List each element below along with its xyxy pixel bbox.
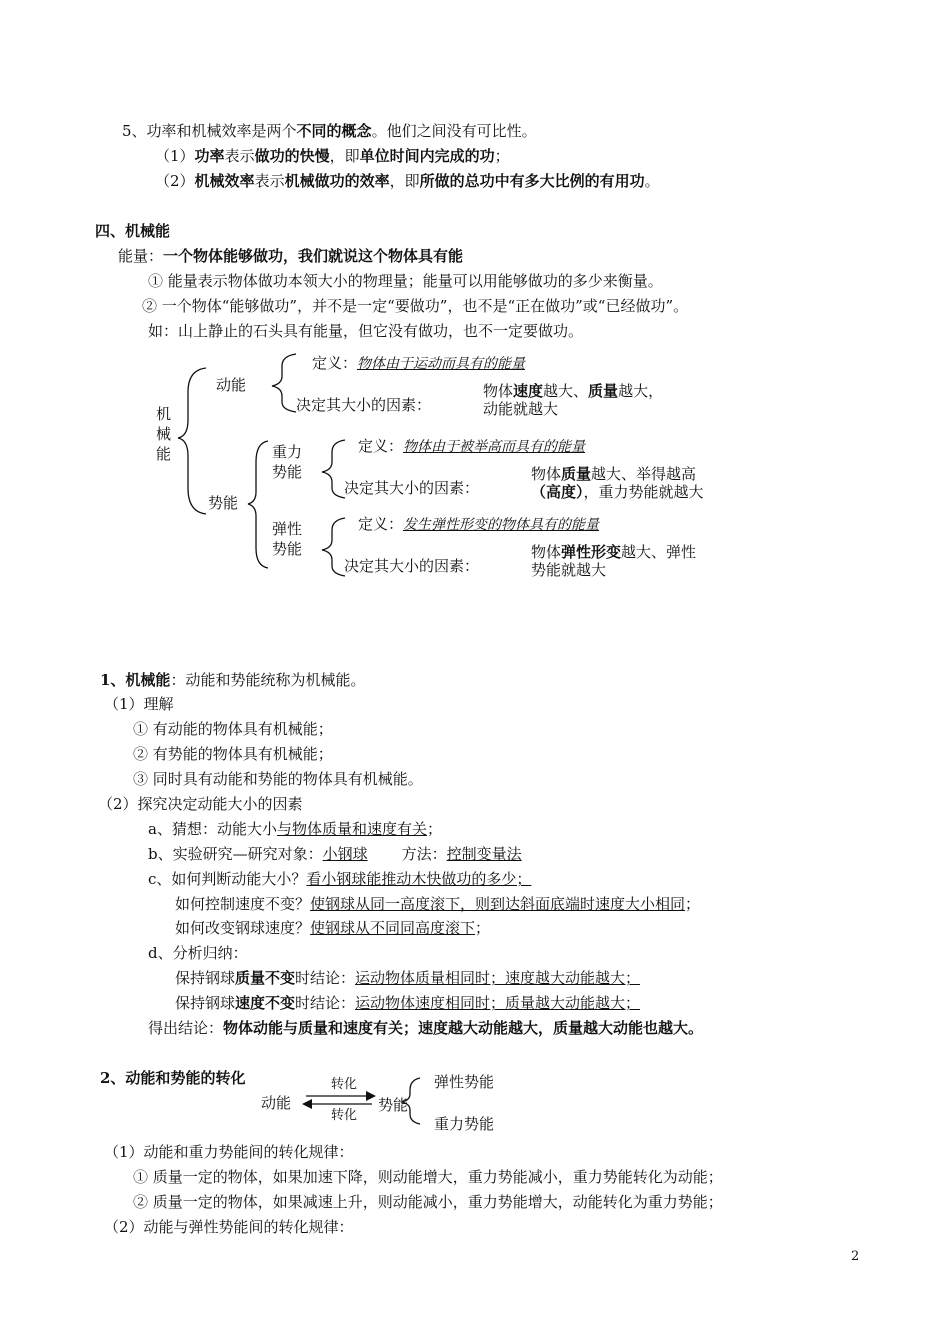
elastic-result-2: 势能就越大	[531, 561, 607, 579]
explore-a: a、猜想：动能大小与物体质量和速度有关；	[148, 820, 442, 838]
rule-1-item-1: ① 质量一定的物体，如果加速下降，则动能增大，重力势能减小，重力势能转化为动能；	[133, 1168, 723, 1186]
sec5-line: 5、功率和机械效率是两个不同的概念。他们之间没有可比性。	[122, 122, 537, 140]
rule-2-heading: （2）动能与弹性势能间的转化规律：	[104, 1218, 354, 1236]
elastic-label-1: 弹性	[272, 520, 303, 538]
elastic-label-2: 势能	[272, 540, 303, 558]
explore-c2: 如何控制速度不变？使钢球从同一高度滚下，则到达斜面底端时速度大小相同；	[175, 895, 701, 913]
conclusion: 得出结论：物体动能与质量和速度有关；速度越大动能越大，质量越大动能也越大。	[148, 1019, 704, 1037]
understanding-heading: （1）理解	[104, 695, 174, 713]
elastic-definition: 定义：发生弹性形变的物体具有的能量	[358, 515, 600, 533]
rule-1-item-2: ② 质量一定的物体，如果减速上升，则动能减小，重力势能增大，动能转化为重力势能；	[133, 1193, 723, 1211]
kinetic-definition: 定义：物体由于运动而具有的能量	[312, 354, 526, 372]
s2-heading: 2、动能和势能的转化	[100, 1069, 246, 1087]
conversion-potential: 势能	[378, 1096, 409, 1114]
kinetic-result-2: 动能就越大	[483, 400, 559, 418]
explore-d1: 保持钢球质量不变时结论：运动物体质量相同时；速度越大动能越大；	[175, 969, 641, 987]
potential-label: 势能	[208, 494, 239, 512]
conversion-gravity: 重力势能	[434, 1115, 495, 1133]
s1-heading: 1、机械能：动能和势能统称为机械能。	[100, 671, 366, 689]
explore-d2: 保持钢球速度不变时结论：运动物体速度相同时；质量越大动能越大；	[175, 994, 641, 1012]
energy-point-1: ① 能量表示物体做功本领大小的物理量；能量可以用能够做功的多少来衡量。	[148, 272, 663, 290]
kinetic-result-1: 物体速度越大、质量越大，	[483, 382, 664, 400]
energy-example: 如：山上静止的石头具有能量，但它没有做功，也不一定要做功。	[148, 322, 584, 340]
understanding-1: ① 有动能的物体具有机械能；	[133, 720, 333, 738]
elastic-result-1: 物体弹性形变越大、弹性	[531, 543, 697, 561]
explore-c: c、如何判断动能大小？看小钢球能推动木快做功的多少；	[148, 870, 532, 888]
understanding-2: ② 有势能的物体具有机械能；	[133, 745, 333, 763]
gravity-result-1: 物体质量越大、举得越高	[531, 465, 697, 483]
explore-d: d、分析归纳：	[148, 944, 248, 962]
gravity-factor: 决定其大小的因素：	[344, 479, 480, 497]
understanding-3: ③ 同时具有动能和势能的物体具有机械能。	[133, 770, 423, 788]
conversion-kinetic: 动能	[261, 1094, 292, 1112]
elastic-factor: 决定其大小的因素：	[344, 557, 480, 575]
rule-1-heading: （1）动能和重力势能间的转化规律：	[104, 1143, 354, 1161]
conversion-elastic: 弹性势能	[434, 1073, 495, 1091]
page-number: 2	[851, 1249, 860, 1264]
gravity-result-2: （高度），重力势能就越大	[531, 483, 704, 501]
energy-definition: 能量：一个物体能够做功，我们就说这个物体具有能	[118, 247, 464, 265]
explore-b: b、实验研究—研究对象：小钢球 方法：控制变量法	[148, 845, 522, 863]
kinetic-factor: 决定其大小的因素：	[296, 396, 432, 414]
sec4-heading: 四、机械能	[95, 222, 171, 240]
explore-heading: （2）探究决定动能大小的因素	[98, 795, 303, 813]
explore-c3: 如何改变钢球速度？使钢球从不同同高度滚下；	[175, 919, 491, 937]
conversion-label-bottom: 转化	[331, 1108, 358, 1123]
root-char-2: 械	[156, 425, 172, 443]
kinetic-label: 动能	[216, 376, 247, 394]
gravity-label-2: 势能	[272, 463, 303, 481]
conversion-label-top: 转化	[331, 1077, 358, 1092]
sec5-item-2: （2）机械效率表示机械做功的效率，即所做的总功中有多大比例的有用功。	[155, 172, 660, 190]
gravity-label-1: 重力	[272, 443, 303, 461]
gravity-definition: 定义：物体由于被举高而具有的能量	[358, 437, 586, 455]
sec5-item-1: （1）功率表示做功的快慢，即单位时间内完成的功；	[155, 147, 510, 165]
energy-point-2: ② 一个物体“能够做功”，并不是一定“要做功”，也不是“正在做功”或“已经做功”。	[142, 297, 689, 315]
root-char-1: 机	[156, 405, 172, 423]
root-char-3: 能	[156, 445, 172, 463]
